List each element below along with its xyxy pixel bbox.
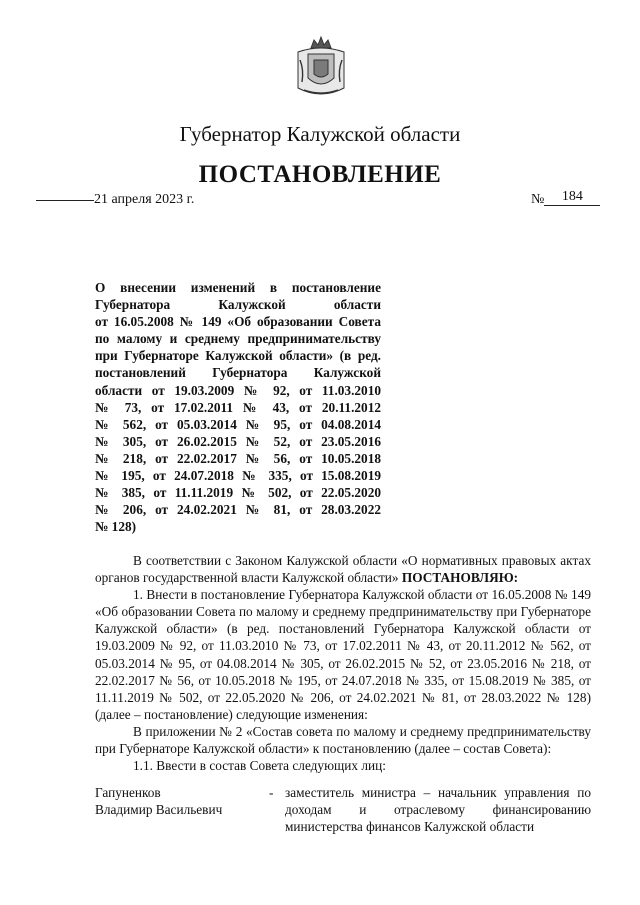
document-date	[36, 192, 194, 208]
subject-line: О внесении изменений в постановление	[95, 280, 381, 295]
subject-line: № 195, от 24.07.2018 № 335, от 15.08.2019	[95, 468, 381, 484]
subject-line: № 73, от 17.02.2011 № 43, от 20.11.2012	[95, 399, 381, 415]
subject-line: от 16.05.2008 № 149 «Об образовании Совета	[95, 314, 381, 330]
item-1-1-paragraph: 1.1. Ввести в состав Совета следующих лиц:	[133, 758, 386, 774]
document-type-title: ПОСТАНОВЛЕНИЕ	[198, 161, 442, 188]
appendix-paragraph: В приложении № 2 «Состав совета по малому и среднему предпринимательству при Губернаторе Калужской области» к постановлению (далее – состав Совета):	[95, 723, 591, 757]
document-subject	[95, 279, 381, 535]
preamble-text: В соответствии с Законом Калужской области «О нормативных правовых актах органов государственной власти Калужской области»	[95, 553, 591, 586]
item-1-paragraph: 1. Внести в постановление Губернатора Калужской области от 16.05.2008 № 149 «Об образовании Совета по малому и среднему предпринимательству при Губернаторе Калужской области» (в ред. постановлений Губернатора Калужской области от 19.03.2009 № 92, от 11.03.2010 № 73, от 17.02.2011 № 43, от 20.11.2012 № 562, от 05.03.2014 № 95, от 04.08.2014 № 305, от 26.02.2015 № 52, от 23.05.2016 № 218, от 22.02.2017 № 56, от 10.05.2018 № 195, от 24.07.2018 № 335, от 15.08.2019 № 385, от 11.11.2019 № 502, от 22.05.2020 № 206, от 24.02.2021 № 81, от 28.03.2022 № 128) (далее – постановление) следующие изменения:	[95, 587, 591, 722]
member-name	[95, 784, 265, 818]
coat-of-arms-icon	[294, 34, 348, 100]
document-body	[95, 552, 591, 774]
subject-line: № 206, от 24.02.2021 № 81, от 28.03.2022	[95, 502, 381, 518]
subject-line: Губернатора Калужской области	[95, 297, 381, 313]
date-value: 21 апреля 2023 г.	[94, 192, 195, 207]
subject-line: № 305, от 26.02.2015 № 52, от 23.05.2016	[95, 433, 381, 449]
member-surname: Гапуненков	[95, 785, 161, 800]
member-position: заместитель министра – начальник управления по доходам и отраслевому финансированию министерства финансов Калужской области	[285, 785, 591, 835]
member-dash: -	[269, 785, 274, 800]
subject-line: № 128)	[95, 519, 137, 535]
decree-word: ПОСТАНОВЛЯЮ:	[401, 570, 519, 586]
subject-line: № 562, от 05.03.2014 № 95, от 04.08.2014	[95, 416, 381, 432]
subject-line: постановлений Губернатора Калужской	[95, 365, 381, 381]
subject-line: по малому и среднему предпринимательству	[95, 331, 381, 347]
subject-line: области от 19.03.2009 № 92, от 11.03.2010	[95, 382, 381, 398]
date-underline	[36, 200, 94, 201]
issuer-title: Губернатор Калужской области	[179, 122, 461, 146]
number-label: №	[531, 192, 545, 207]
subject-line: № 218, от 22.02.2017 № 56, от 10.05.2018	[95, 450, 381, 466]
document-number	[531, 189, 600, 209]
number-value: 184	[544, 189, 600, 206]
preamble-paragraph	[95, 552, 591, 586]
member-given-names: Владимир Васильевич	[95, 802, 223, 818]
subject-line: при Губернаторе Калужской области» (в ред.	[95, 348, 381, 364]
subject-line: № 385, от 11.11.2019 № 502, от 22.05.2020	[95, 485, 381, 501]
